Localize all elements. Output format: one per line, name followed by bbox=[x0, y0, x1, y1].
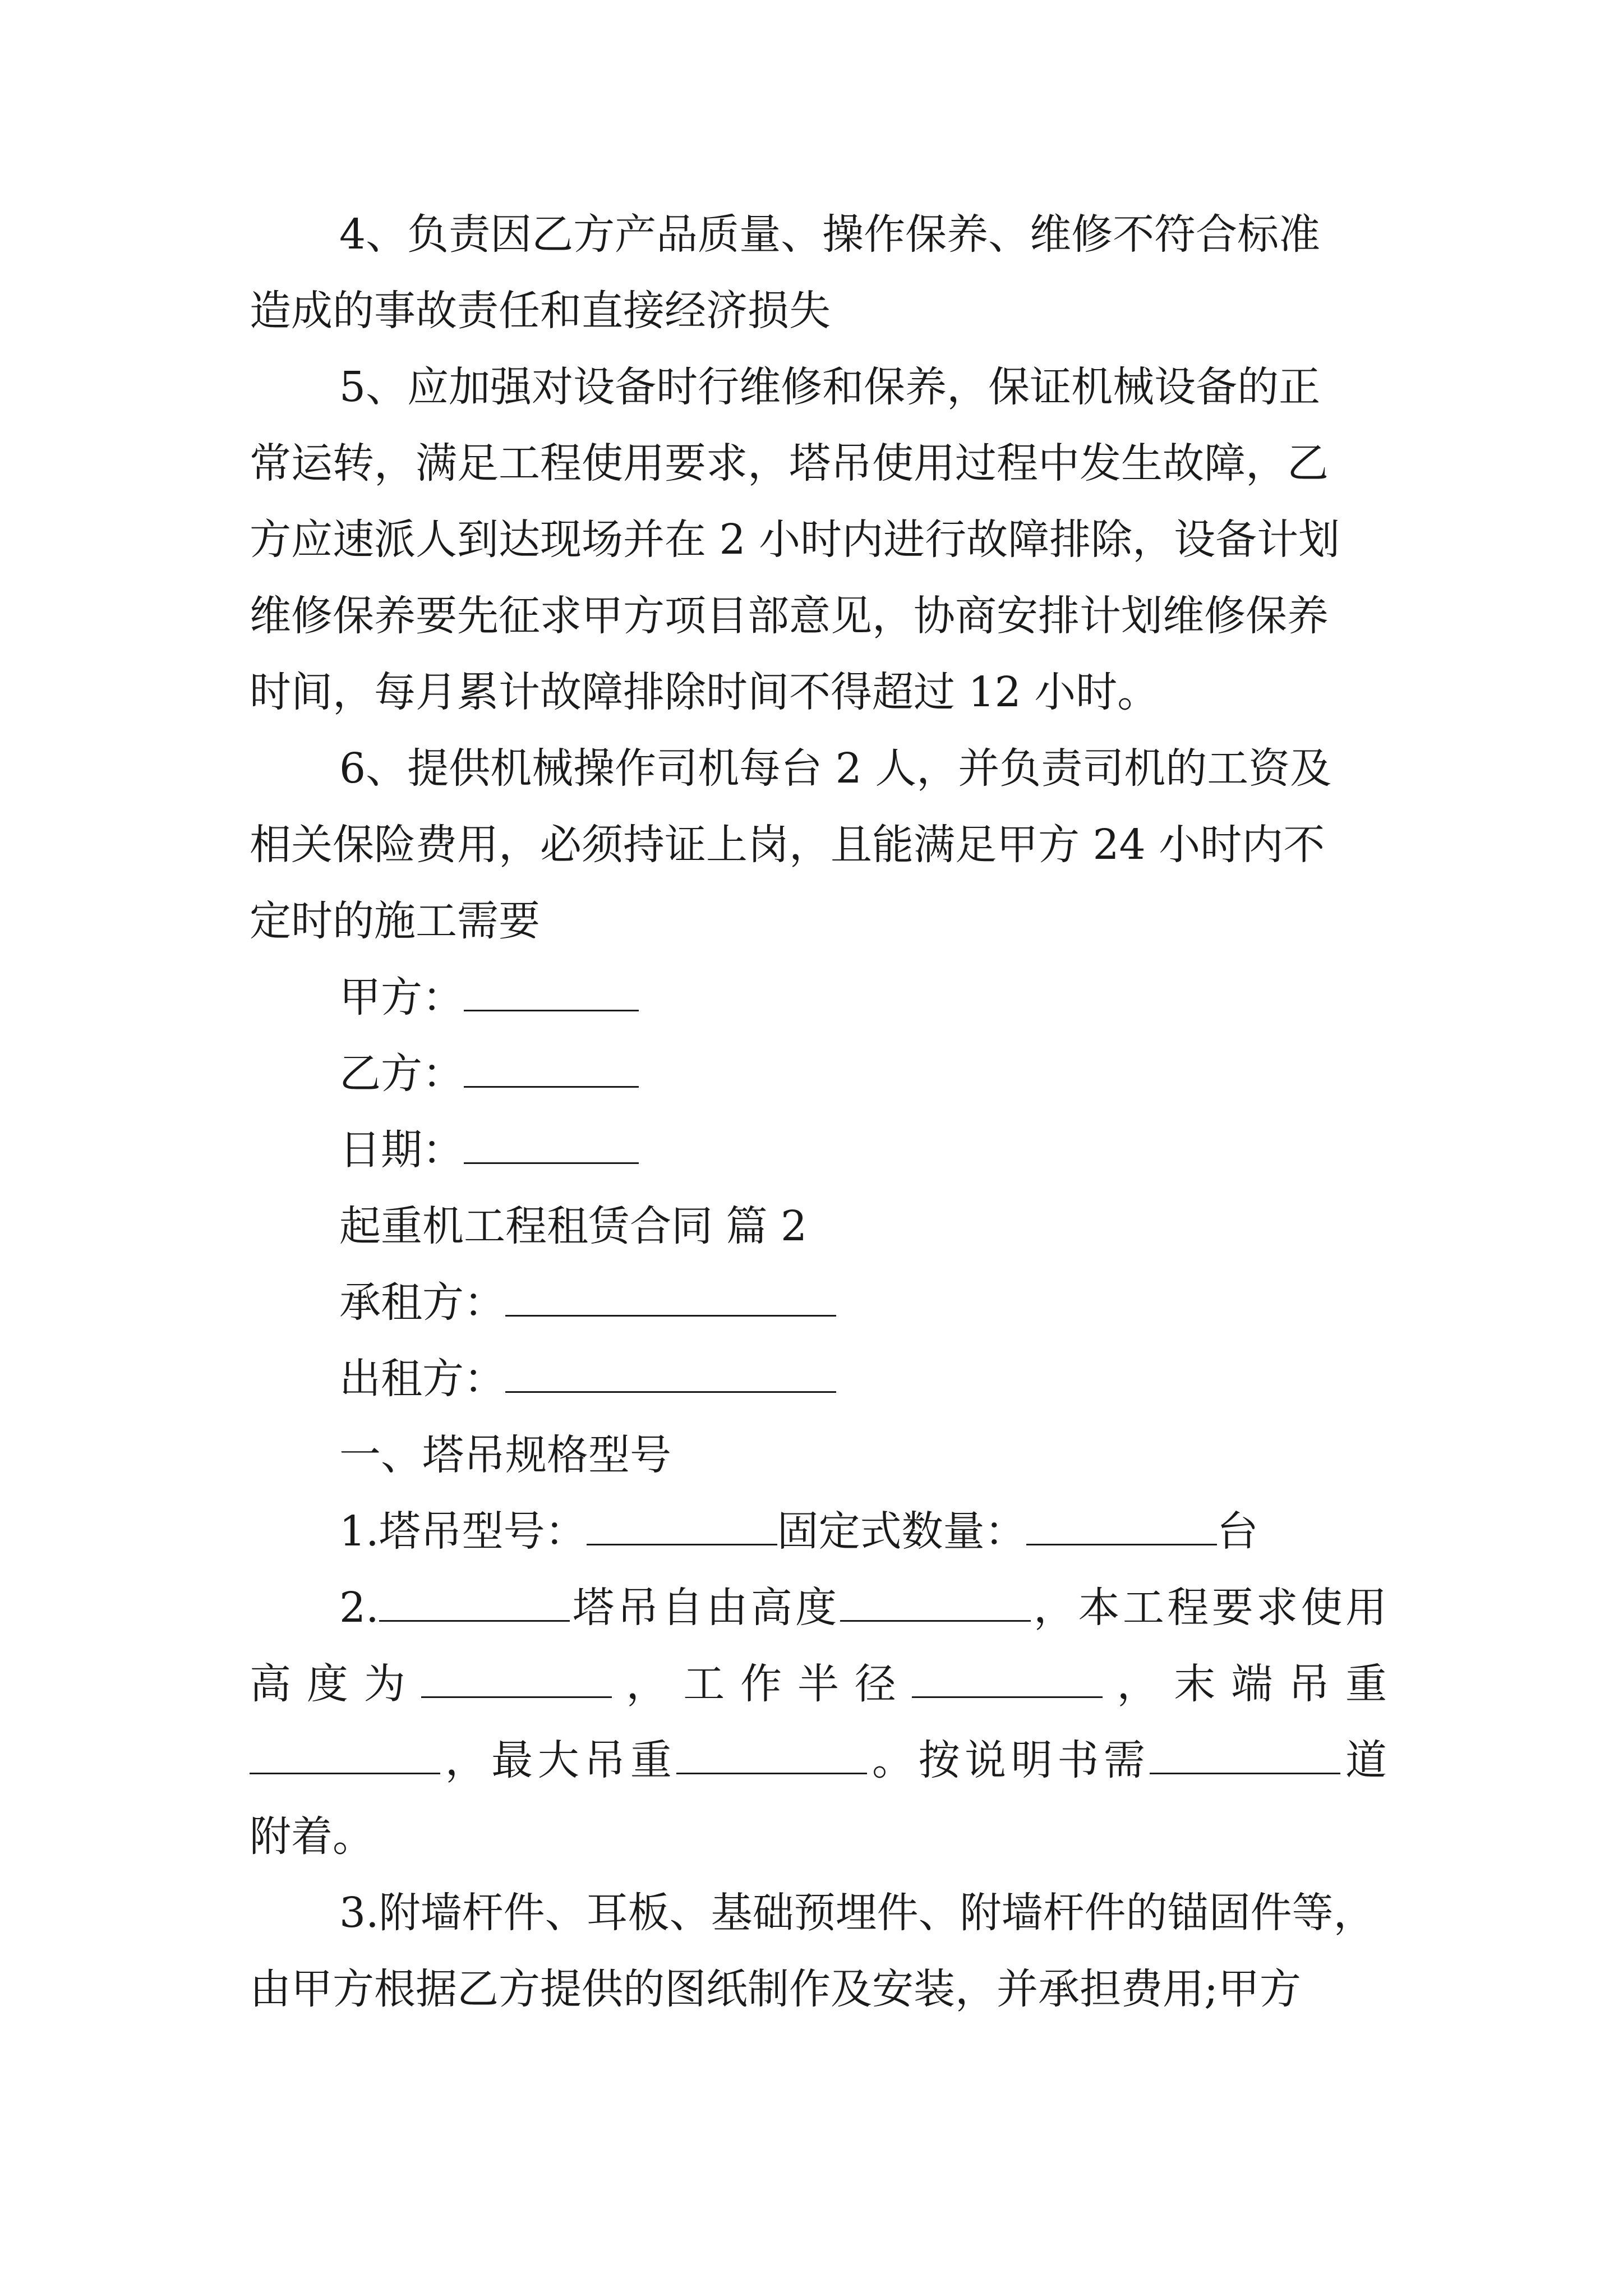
blank bbox=[912, 1662, 1103, 1698]
section-title: 起重机工程租赁合同 篇 2 bbox=[339, 1202, 808, 1250]
item-1-quantity-label: 固定式数量： bbox=[777, 1507, 1026, 1556]
text: ， 末 端 吊 重 bbox=[1117, 1660, 1387, 1708]
blank bbox=[676, 1738, 867, 1774]
lessee-field bbox=[250, 1264, 1387, 1341]
paragraph-line: 时间，每月累计故障排除时间不得超过 12 小时。 bbox=[250, 668, 1159, 716]
item-2-line-4: 附着。 bbox=[250, 1812, 374, 1861]
item-3-line-1: 3.附墙杆件、耳板、基础预埋件、附墙杆件的锚固件等， bbox=[339, 1889, 1375, 1937]
paragraph-line: 常运转，满足工程使用要求，塔吊使用过程中发生故障，乙 bbox=[250, 439, 1329, 487]
paragraph-line: 6、提供机械操作司机每台 2 人，并负责司机的工资及 bbox=[339, 744, 1332, 793]
paragraph-line: 方应速派人到达现场并在 2 小时内进行故障排除，设备计划 bbox=[250, 516, 1340, 564]
lessor-blank bbox=[505, 1356, 836, 1393]
blank bbox=[421, 1662, 612, 1698]
quantity-blank bbox=[1026, 1509, 1217, 1545]
date-label: 日期： bbox=[339, 1126, 464, 1174]
text: ， 工 作 半 径 bbox=[626, 1660, 898, 1708]
blank bbox=[1150, 1738, 1340, 1774]
party-a-signature bbox=[250, 959, 1387, 1036]
text: 塔吊自由高度 bbox=[569, 1584, 840, 1632]
text: 。按说明书需 bbox=[867, 1736, 1150, 1784]
party-b-blank bbox=[464, 1051, 639, 1088]
party-b-label: 乙方： bbox=[339, 1050, 464, 1098]
item-2-line-1 bbox=[250, 1570, 1387, 1646]
paragraph-line: 相关保险费用，必须持证上岗，且能满足甲方 24 小时内不 bbox=[250, 821, 1325, 869]
lessee-blank bbox=[505, 1280, 836, 1317]
text: 高 度 为 bbox=[250, 1660, 407, 1708]
item-1-model-label: 1.塔吊型号： bbox=[339, 1507, 587, 1556]
paragraph-line: 4、负责因乙方产品质量、操作保养、维修不符合标准 bbox=[339, 210, 1321, 259]
paragraph-line: 定时的施工需要 bbox=[250, 897, 540, 945]
party-a-label: 甲方： bbox=[339, 973, 464, 1022]
item-1-line bbox=[250, 1493, 1387, 1570]
section-heading: 一、塔吊规格型号 bbox=[339, 1431, 671, 1479]
party-b-signature bbox=[250, 1036, 1387, 1112]
blank bbox=[840, 1585, 1031, 1622]
text: ，最大吊重 bbox=[440, 1736, 677, 1784]
lessor-field bbox=[250, 1341, 1387, 1417]
text: 道 bbox=[1340, 1736, 1387, 1784]
item-2-line-3 bbox=[250, 1722, 1387, 1798]
document-page bbox=[250, 196, 1387, 2027]
paragraph-line: 造成的事故责任和直接经济损失 bbox=[250, 287, 831, 335]
item-2-number: 2. bbox=[339, 1584, 379, 1632]
lessee-label: 承租方： bbox=[339, 1278, 505, 1327]
text: ，本工程要求使用 bbox=[1030, 1584, 1387, 1632]
paragraph-line: 5、应加强对设备时行维修和保养，保证机械设备的正 bbox=[339, 363, 1321, 411]
lessor-label: 出租方： bbox=[339, 1355, 505, 1403]
item-3-line-2: 由甲方根据乙方提供的图纸制作及安装，并承担费用;甲方 bbox=[250, 1965, 1301, 2013]
paragraph-line: 维修保养要先征求甲方项目部意见，协商安排计划维修保养 bbox=[250, 592, 1329, 640]
blank bbox=[250, 1738, 440, 1774]
party-a-blank bbox=[464, 975, 639, 1011]
item-2-line-2 bbox=[250, 1646, 1387, 1722]
blank bbox=[379, 1585, 570, 1622]
model-blank bbox=[587, 1509, 777, 1545]
item-1-unit: 台 bbox=[1216, 1507, 1258, 1556]
date-blank bbox=[464, 1128, 639, 1164]
date-signature bbox=[250, 1112, 1387, 1188]
